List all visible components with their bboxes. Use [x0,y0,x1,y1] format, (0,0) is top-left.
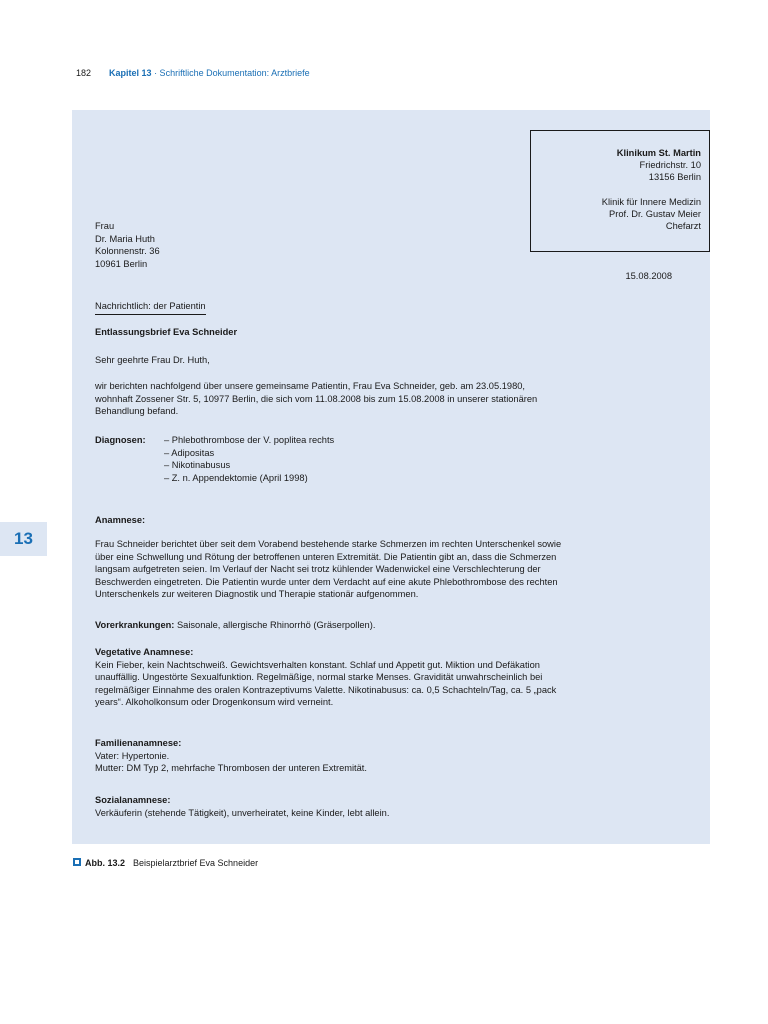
family-line: Mutter: DM Typ 2, mehrfache Thrombosen der unteren Extremität. [95,763,367,774]
sender-role: Chefarzt [665,221,701,232]
sender-department: Klinik für Innere Medizin [601,196,701,207]
diagnosis-item: – Phlebothrombose der V. poplitea rechts [164,435,335,445]
anamnesis-line: langsam aufgetreten seien. Im Verlauf der Nacht sei trotz kühlender Wadenwickel eine Verschlechterung der [95,564,541,575]
cc-line: Nachrichtlich: der Patientin [95,300,206,315]
social-line: Verkäuferin (stehende Tätigkeit), unverheiratet, keine Kinder, lebt allein. [95,807,390,818]
vegetative-label: Vegetative Anamnese: [95,647,194,657]
vegetative-line: Kein Fieber, kein Nachtschweiß. Gewichtsverhalten konstant. Schlaf und Appetit gut. Miktion und Defäkation [95,659,540,670]
vegetative-line: years“. Alkoholkonsum oder Drogenkonsum wird verneint. [95,697,334,708]
diagnoses-label: Diagnosen: [95,435,146,445]
figure-caption-text: Beispielarztbrief Eva Schneider [133,858,259,868]
chapter-side-tab: 13 [0,522,47,556]
prior-illnesses [95,619,375,632]
prior-illnesses-text: Saisonale, allergische Rhinorrhö (Gräserpollen). [174,620,376,630]
intro-line: wir berichten nachfolgend über unsere gemeinsame Patientin, Frau Eva Schneider, geb. am 23.05.1980, [95,381,525,391]
diagnosis-item: – Nikotinabusus [164,460,231,471]
sender-address-block [530,130,710,252]
recipient-line: Dr. Maria Huth [95,233,155,244]
figure-square-icon [73,858,81,866]
figure-label: Abb. 13.2 [85,858,126,868]
vegetative-line: unauffällig. Ungestörte Sexualfunktion. Regelmäßige, normal starke Menses. Gravidität unwahrscheinlich bei [95,672,543,683]
figure-caption [73,857,258,869]
anamnesis-line: Frau Schneider berichtet über seit dem Vorabend bestehende starke Schmerzen im rechten Unterschenkel sowie [95,539,562,549]
family-line: Vater: Hypertonie. [95,750,170,761]
recipient-line: Frau [95,221,115,231]
diagnosis-item: – Z. n. Appendektomie (April 1998) [164,472,308,483]
recipient-line: Kolonnenstr. 36 [95,246,160,256]
social-label: Sozialanamnese: [95,795,171,805]
sender-street: Friedrichstr. 10 [639,160,701,171]
vegetative-line: regelmäßiger Einnahme des oralen Kontrazeptivums Valette. Nikotinabusus: ca. 0,5 Schachteln/Tag, ca. 5 „pack [95,684,557,695]
diagnosis-item: – Adipositas [164,447,215,458]
sender-doctor: Prof. Dr. Gustav Meier [609,208,701,219]
letter-date: 15.08.2008 [625,271,672,281]
page-header [76,67,310,79]
anamnesis-line: über eine Schwellung und Rötung der betroffenen unteren Extremität. Die Patientin gibt an, dass die Schmerzen [95,551,557,562]
intro-line: wohnhaft Zossener Str. 5, 10977 Berlin, die sich vom 11.08.2008 bis zum 15.08.2008 in unserer stationären [95,393,538,404]
letter-subject: Entlassungsbrief Eva Schneider [95,327,238,337]
sender-city: 13156 Berlin [648,172,701,183]
prior-illnesses-label: Vorerkrankungen: [95,620,175,630]
salutation: Sehr geehrte Frau Dr. Huth, [95,355,210,365]
anamnesis-label: Anamnese: [95,515,146,525]
letter-example-box [72,110,710,844]
anamnesis-line: Beschwerden eingetreten. Die Patientin wurde unter dem Verdacht auf eine akute Phlebothrombose des rechten [95,576,558,587]
anamnesis-line: Unterschenkels zur weiteren Diagnostik und Therapie stationär aufgenommen. [95,589,419,600]
chapter-label: Kapitel 13 [109,68,152,78]
family-label: Familienanamnese: [95,738,182,748]
recipient-line: 10961 Berlin [95,258,148,269]
page-number: 182 [76,68,92,78]
intro-line: Behandlung befand. [95,406,179,417]
chapter-title: · Schriftliche Dokumentation: Arztbriefe [151,68,310,78]
sender-name: Klinikum St. Martin [616,148,701,158]
